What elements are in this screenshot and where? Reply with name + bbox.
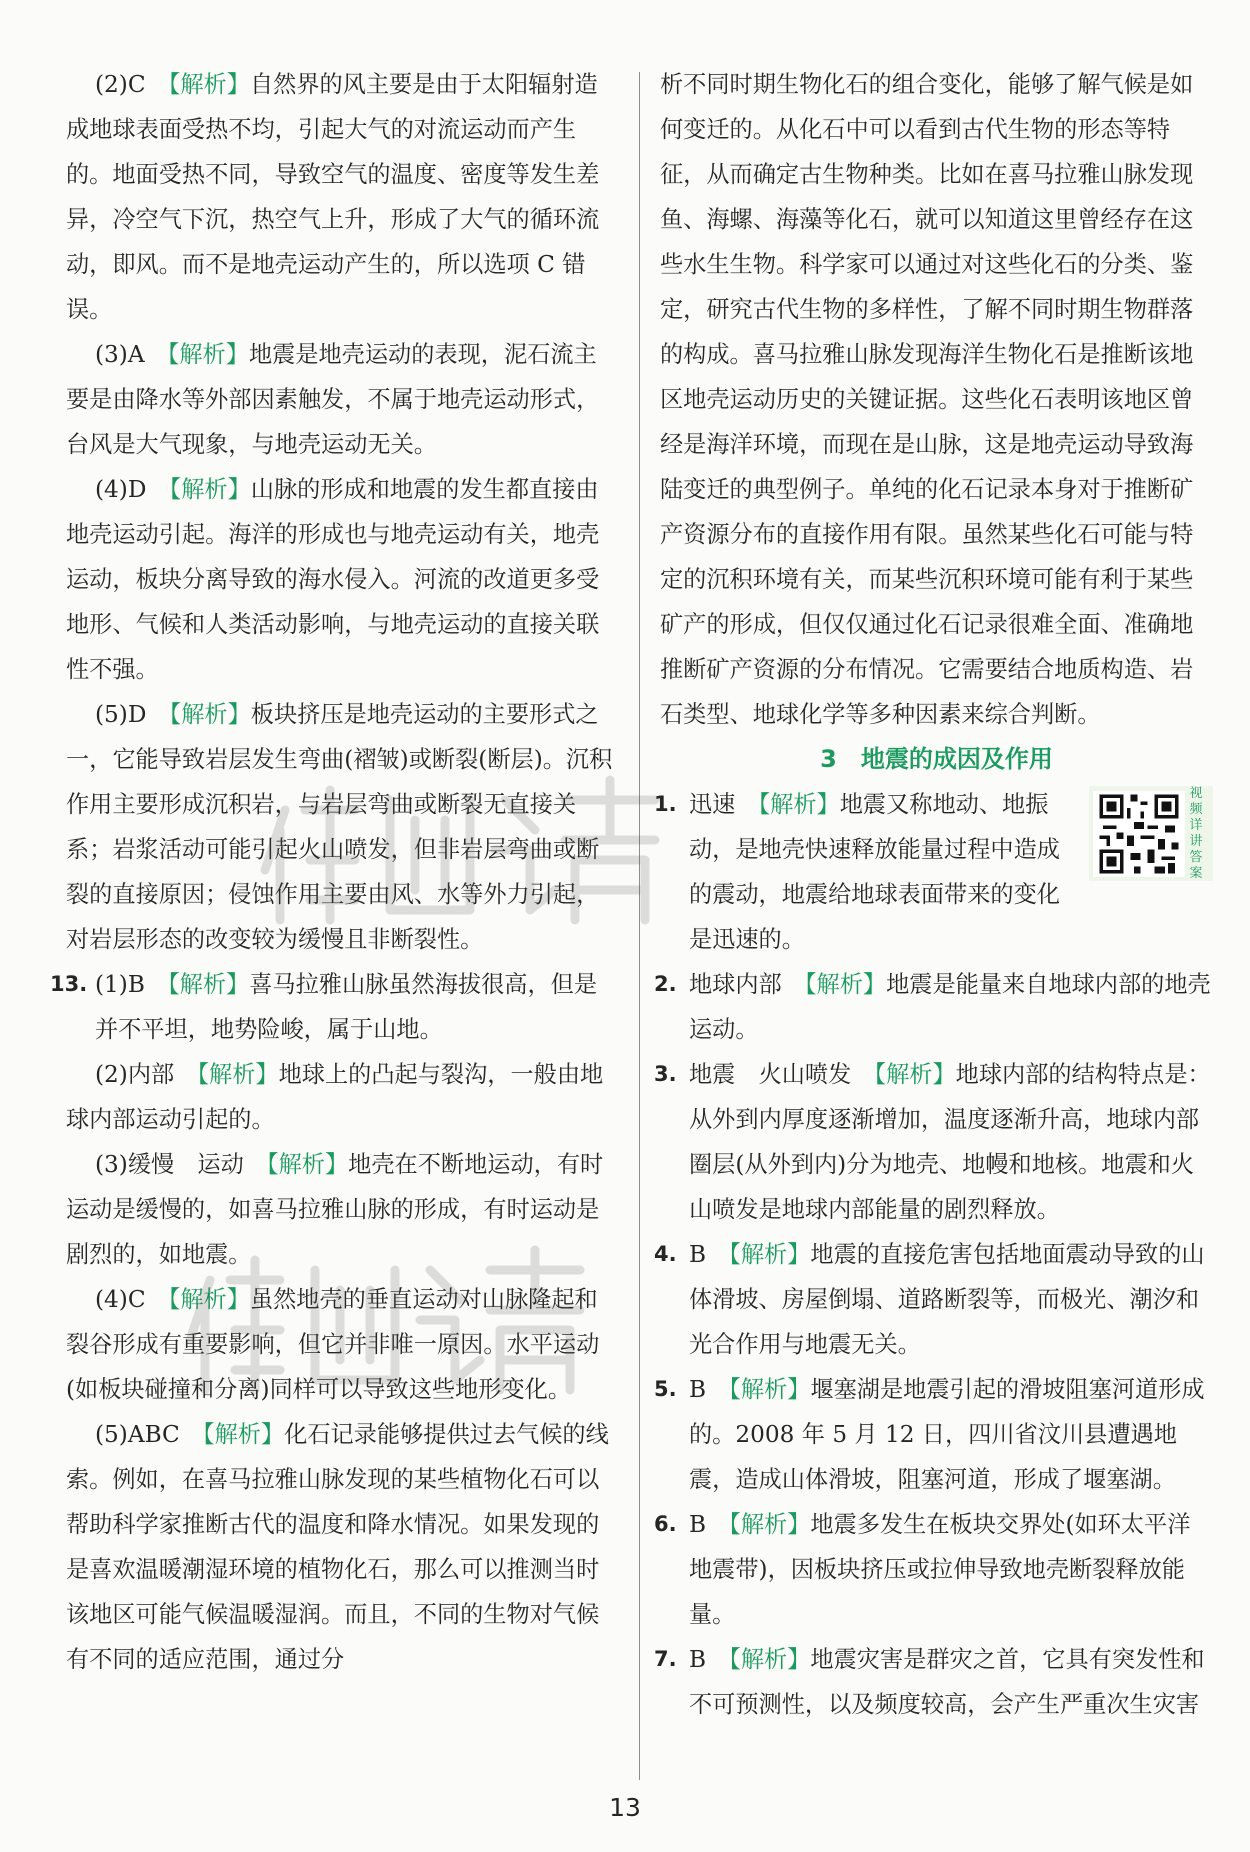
answer-label: 地球内部: [689, 971, 782, 998]
question-number: 5.: [654, 1377, 677, 1401]
left-column: [50, 62, 619, 1682]
answer-label: (2)C: [95, 71, 146, 98]
analysis-tag: 【解析】: [758, 791, 840, 818]
analysis-text: 地震是地壳运动的表现，泥石流主要是由降水等外部因素触发，不属于地壳运动形式，台风是大气现象，与地壳运动无关。: [66, 341, 600, 458]
answer-13-4: [66, 1277, 619, 1412]
question-number: 2.: [654, 972, 677, 996]
question-number: 6.: [654, 1512, 677, 1536]
answer-12-2: [66, 62, 619, 332]
analysis-tag: 【解析】: [203, 1421, 285, 1448]
answer-13-1: [50, 962, 619, 1052]
answer-6: [654, 1502, 1213, 1637]
answer-label: (1)B: [95, 971, 145, 998]
analysis-text: 喜马拉雅山脉虽然海拔很高，但是并不平坦，地势险峻，属于山地。: [95, 971, 598, 1043]
answer-3: [654, 1052, 1213, 1232]
answer-label: (5)ABC: [95, 1421, 180, 1448]
question-number: 7.: [654, 1647, 677, 1671]
analysis-tag: 【解析】: [169, 701, 251, 728]
answer-13-3: [66, 1142, 619, 1277]
question-number: 13.: [50, 972, 88, 996]
page-number: 13: [609, 1793, 641, 1822]
answer-label: (3)A: [95, 341, 145, 368]
right-column: [654, 62, 1213, 1727]
analysis-text: 化石记录能够提供过去气候的线索。例如，在喜马拉雅山脉发现的某些植物化石可以帮助科学家推断古代的温度和降水情况。如果发现的是喜欢温暖潮湿环境的植物化石，那么可以推测当时该地区可能气候温暖湿润。而且，不同的生物对气候有不同的适应范围，通过分: [66, 1421, 609, 1673]
analysis-text: 地震的直接危害包括地面震动导致的山体滑坡、房屋倒塌、道路断裂等，而极光、潮汐和光合作用与地震无关。: [689, 1241, 1205, 1358]
answer-label: 迅速: [689, 791, 736, 818]
question-number: 4.: [654, 1242, 677, 1266]
answer-12-5: [66, 692, 619, 962]
analysis-text: 地球上的凸起与裂沟，一般由地球内部运动引起的。: [66, 1061, 604, 1133]
answer-label: 地震 火山喷发: [689, 1061, 852, 1088]
answer-label: B: [689, 1511, 707, 1538]
answer-2: [654, 962, 1213, 1052]
answer-13-2: [66, 1052, 619, 1142]
analysis-tag: 【解析】: [729, 1241, 811, 1268]
analysis-text: 地震多发生在板块交界处(如环太平洋地震带)，因板块挤压或拉伸导致地壳断裂释放能量。: [689, 1511, 1191, 1628]
answer-5: [654, 1367, 1213, 1502]
answer-4: [654, 1232, 1213, 1367]
answer-label: (4)C: [95, 1286, 146, 1313]
analysis-text: 虽然地壳的垂直运动对山脉隆起和裂谷形成有重要影响，但它并非唯一原因。水平运动(如板块碰撞和分离)同样可以导致这些地形变化。: [66, 1286, 600, 1403]
answer-13-5-continued: 析不同时期生物化石的组合变化，能够了解气候是如何变迁的。从化石中可以看到古代生物的形态等特征，从而确定古生物种类。比如在喜马拉雅山脉发现鱼、海螺、海藻等化石，就可以知道这里曾经存在这些水生生物。科学家可以通过对这些化石的分类、鉴定，研究古代生物的多样性，了解不同时期生物群落的构成。喜马拉雅山脉发现海洋生物化石是推断该地区地壳运动历史的关键证据。这些化石表明该地区曾经是海洋环境，而现在是山脉，这是地壳运动导致海陆变迁的典型例子。单纯的化石记录本身对于推断矿产资源分布的直接作用有限。虽然某些化石可能与特定的沉积环境有关，而某些沉积环境可能有利于某些矿产的形成，但仅仅通过化石记录很难全面、准确地推断矿产资源的分布情况。它需要结合地质构造、岩石类型、地球化学等多种因素来综合判断。: [660, 71, 1194, 728]
answer-label: B: [689, 1646, 707, 1673]
question-number: 3.: [654, 1062, 677, 1086]
analysis-tag: 【解析】: [729, 1646, 811, 1673]
analysis-tag: 【解析】: [729, 1376, 811, 1403]
analysis-text: 地震灾害是群灾之首，它具有突发性和不可预测性，以及频度较高，会产生严重次生灾害: [689, 1646, 1205, 1718]
answer-label: (3)缓慢 运动: [95, 1151, 244, 1178]
analysis-text: 堰塞湖是地震引起的滑坡阻塞河道形成的。2008 年 5 月 12 日，四川省汶川县遭遇地震，造成山体滑坡，阻塞河道，形成了堰塞湖。: [689, 1376, 1205, 1493]
answer-13-5: [66, 1412, 619, 1682]
analysis-text: 地震又称地动、地振动，是地壳快速释放能量过程中造成的震动，地震给地球表面带来的变化是迅速的。: [689, 791, 1060, 953]
analysis-tag: 【解析】: [266, 1151, 349, 1178]
answer-12-4: [66, 467, 619, 692]
column-divider: [639, 72, 640, 1780]
analysis-tag: 【解析】: [169, 476, 251, 503]
qr-caption: 视频详讲答案: [1189, 785, 1203, 881]
analysis-text: 自然界的风主要是由于太阳辐射造成地球表面受热不均，引起大气的对流运动而产生的。地面受热不同，导致空气的温度、密度等发生差异，冷空气下沉，热空气上升，形成了大气的循环流动，即风。而不是地壳运动产生的，所以选项 C 错误。: [66, 71, 600, 323]
answer-label: (2)内部: [95, 1061, 175, 1088]
analysis-tag: 【解析】: [168, 71, 250, 98]
analysis-text: 板块挤压是地壳运动的主要形式之一，它能导致岩层发生弯曲(褶皱)或断裂(断层)。沉积作用主要形成沉积岩，与岩层弯曲或断裂无直接关系；岩浆活动可能引起火山喷发，但非岩层弯曲或断裂的直接原因；侵蚀作用主要由风、水等外力引起，对岩层形态的改变较为缓慢且非断裂性。: [66, 701, 613, 953]
answer-7: [654, 1637, 1213, 1727]
answer-label: (4)D: [95, 476, 147, 503]
answer-1: [654, 782, 1213, 962]
question-number: 1.: [654, 792, 677, 816]
section-title: 3 地震的成因及作用: [820, 745, 1053, 773]
answer-label: (5)D: [95, 701, 147, 728]
analysis-text: 地震是能量来自地球内部的地壳运动。: [689, 971, 1211, 1043]
analysis-tag: 【解析】: [874, 1061, 956, 1088]
analysis-tag: 【解析】: [168, 971, 250, 998]
analysis-tag: 【解析】: [168, 1286, 250, 1313]
analysis-text: 地壳在不断地运动，有时运动是缓慢的，如喜马拉雅山脉的形成，有时运动是剧烈的，如地震。: [66, 1151, 604, 1268]
answer-label: B: [689, 1241, 707, 1268]
analysis-text: 地球内部的结构特点是：从外到内厚度逐渐增加，温度逐渐升高，地球内部圈层(从外到内)分为地壳、地幔和地核。地震和火山喷发是地球内部能量的剧烈释放。: [689, 1061, 1211, 1223]
analysis-tag: 【解析】: [167, 341, 249, 368]
answer-label: B: [689, 1376, 707, 1403]
analysis-tag: 【解析】: [729, 1511, 811, 1538]
answer-12-3: [66, 332, 619, 467]
analysis-text: 山脉的形成和地震的发生都直接由地壳运动引起。海洋的形成也与地壳运动有关，地壳运动，板块分离导致的海水侵入。河流的改道更多受地形、气候和人类活动影响，与地壳运动的直接关联性不强。: [66, 476, 600, 683]
analysis-tag: 【解析】: [804, 971, 887, 998]
analysis-tag: 【解析】: [197, 1061, 279, 1088]
